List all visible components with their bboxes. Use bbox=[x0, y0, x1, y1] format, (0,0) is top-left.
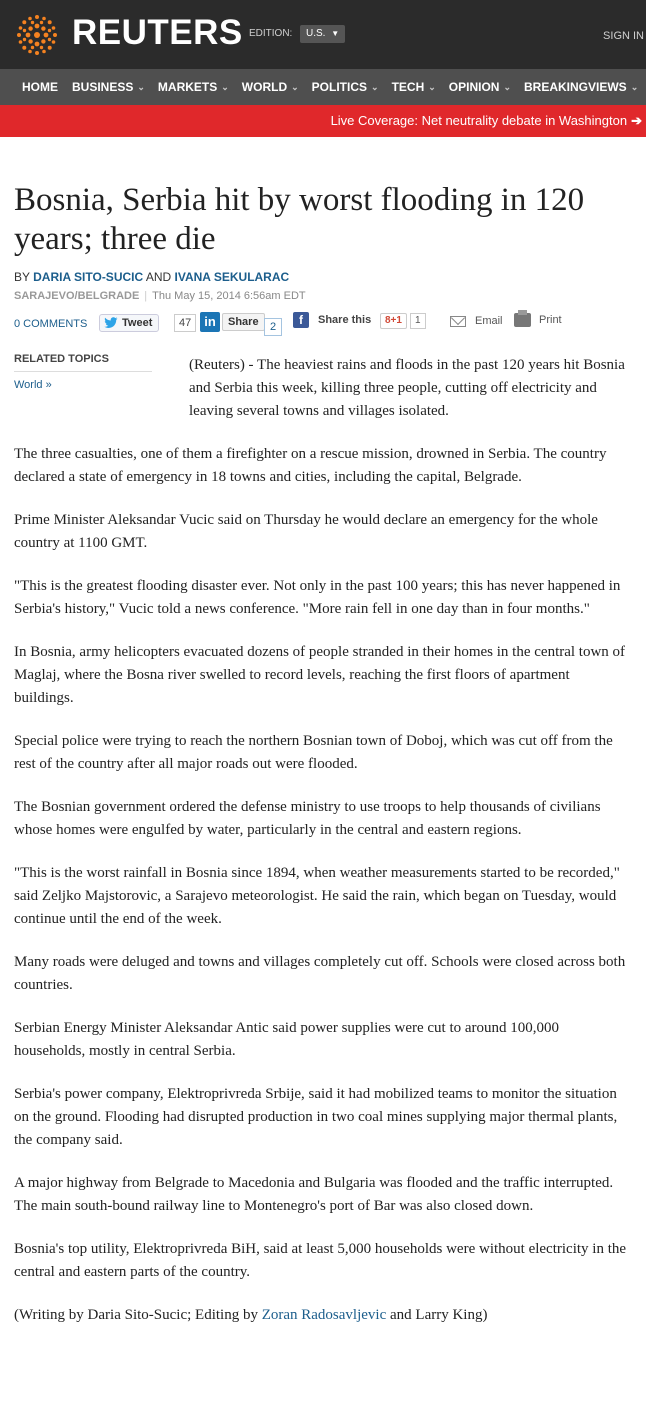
chevron-down-icon: ▼ bbox=[331, 29, 340, 38]
nav-item-politics[interactable] bbox=[312, 80, 379, 94]
print-label: Print bbox=[539, 314, 562, 326]
brand-wordmark[interactable]: REUTERS bbox=[72, 13, 243, 52]
arrow-right-icon: ➔ bbox=[631, 113, 642, 128]
chevron-down-icon: ⌄ bbox=[291, 81, 299, 92]
article-paragraph: The Bosnian government ordered the defense ministry to use troops to help thousands of civilians whose homes were engulfed by water, particularly in the central and eastern regions. bbox=[14, 799, 601, 838]
email-button[interactable] bbox=[450, 315, 503, 327]
google-plus-count: 1 bbox=[410, 313, 426, 329]
article-paragraph: Serbia's power company, Elektroprivreda Srbije, said it had mobilized teams to monitor the situation on the ground. Flooding had disrupted production in two coal mines supplying major thermal plants, the company said. bbox=[14, 1086, 618, 1148]
article-paragraph: "This is the greatest flooding disaster ever. Not only in the past 100 years; this has never happened in Serbia's history," Vucic told a news conference. "More rain fell in one day than in four months." bbox=[14, 578, 621, 617]
envelope-icon bbox=[450, 316, 466, 327]
nav-item-tech[interactable] bbox=[392, 80, 436, 94]
tweet-label: Tweet bbox=[122, 317, 153, 329]
chevron-down-icon: ⌄ bbox=[371, 81, 379, 92]
author-link[interactable]: DARIA SITO-SUCIC bbox=[33, 270, 144, 284]
share-toolbar bbox=[14, 312, 634, 336]
live-coverage-text: Live Coverage: Net neutrality debate in Washington bbox=[330, 113, 628, 128]
tweet-button[interactable] bbox=[99, 314, 159, 332]
editor-link[interactable]: Zoran Radosavljevic bbox=[261, 1307, 387, 1323]
edition-value: U.S. bbox=[306, 28, 326, 39]
byline-and: AND bbox=[145, 270, 172, 284]
nav-label: BUSINESS bbox=[72, 80, 134, 94]
chevron-down-icon: ⌄ bbox=[503, 81, 511, 92]
related-topics-title: RELATED TOPICS bbox=[14, 353, 152, 372]
chevron-down-icon: ⌄ bbox=[630, 81, 639, 92]
linkedin-share-label: Share bbox=[222, 313, 265, 331]
chevron-down-icon: ⌄ bbox=[428, 81, 436, 92]
credit-suffix: and Larry King) bbox=[390, 1307, 488, 1323]
related-topic-link[interactable]: World » bbox=[14, 379, 52, 391]
article-paragraph: In Bosnia, army helicopters evacuated dozens of people stranded in their homes in the central town of Maglaj, where the Bosna river swelled to record levels, reaching the first floors of apartment buildings. bbox=[14, 644, 626, 706]
reuters-logo-icon[interactable] bbox=[13, 11, 61, 59]
nav-item-breakingviews[interactable] bbox=[524, 80, 638, 94]
main-nav bbox=[0, 69, 646, 105]
nav-label: MARKETS bbox=[157, 80, 218, 94]
article-headline: Bosnia, Serbia hit by worst flooding in 120 years; three die bbox=[14, 182, 585, 257]
related-topics bbox=[14, 353, 152, 391]
twitter-bird-icon bbox=[104, 317, 118, 329]
article-paragraph: A major highway from Belgrade to Macedonia and Bulgaria was flooded and the traffic interrupted. The main south-bound railway line to Montenegro's port of Bar was also closed down. bbox=[14, 1175, 614, 1214]
article-paragraph: Serbian Energy Minister Aleksandar Antic said power supplies were cut to around 100,000 households, mostly in central Serbia. bbox=[14, 1020, 560, 1059]
live-coverage-banner[interactable] bbox=[0, 105, 646, 137]
article-paragraph: "This is the worst rainfall in Bosnia since 1894, when weather measurements started to be recorded," said Zeljko Majstorovic, a Sarajevo meteorologist. He said the rain, which began on Tuesday, would continue until the end of the week. bbox=[14, 865, 620, 927]
nav-item-markets[interactable] bbox=[158, 80, 229, 94]
divider: | bbox=[144, 290, 148, 302]
comments-link[interactable]: 0 COMMENTS bbox=[14, 318, 88, 330]
edition-select[interactable] bbox=[300, 25, 345, 43]
nav-label: TECH bbox=[391, 80, 425, 94]
article-paragraph: Special police were trying to reach the northern Bosnian town of Doboj, which was cut off from the rest of the country after all major roads out were flooded. bbox=[14, 733, 613, 772]
nav-item-world[interactable] bbox=[242, 80, 299, 94]
article-paragraph: Prime Minister Aleksandar Vucic said on Thursday he would declare an emergency for the whole country at 1100 GMT. bbox=[14, 512, 598, 551]
article-body bbox=[14, 443, 630, 1347]
nav-label: OPINION bbox=[448, 80, 500, 94]
nav-item-business[interactable] bbox=[72, 80, 145, 94]
masthead bbox=[0, 0, 646, 69]
article-paragraph: Many roads were deluged and towns and villages completely cut off. Schools were closed across both countries. bbox=[14, 954, 626, 993]
dateline bbox=[14, 290, 306, 302]
facebook-icon: f bbox=[293, 312, 309, 328]
article-credit bbox=[14, 1304, 630, 1327]
linkedin-icon: in bbox=[200, 312, 220, 332]
dateline-location: SARAJEVO/BELGRADE bbox=[14, 290, 140, 302]
google-plus-button[interactable]: 8+1 bbox=[380, 313, 407, 329]
email-label: Email bbox=[475, 315, 503, 327]
byline bbox=[14, 270, 289, 284]
nav-label: HOME bbox=[22, 80, 58, 94]
edition-label: EDITION: bbox=[249, 28, 293, 39]
linkedin-share-button[interactable] bbox=[200, 312, 265, 332]
nav-label: WORLD bbox=[241, 80, 288, 94]
printer-icon bbox=[514, 313, 531, 327]
article-paragraph: The three casualties, one of them a firefighter on a rescue mission, drowned in Serbia. The country declared a state of emergency in 18 towns and cities, including the capital, Belgrade. bbox=[14, 446, 607, 485]
print-button[interactable] bbox=[514, 313, 562, 327]
nav-label: POLITICS bbox=[311, 80, 368, 94]
nav-item-home[interactable] bbox=[22, 80, 58, 94]
tweet-count: 47 bbox=[174, 314, 196, 332]
chevron-down-icon: ⌄ bbox=[221, 81, 229, 92]
credit-prefix: (Writing by Daria Sito-Sucic; Editing by bbox=[14, 1307, 258, 1323]
article-lead: (Reuters) - The heaviest rains and floods in the past 120 years hit Bosnia and Serbia this week, killing three people, cutting off electricity and leaving several towns and villages isolated. bbox=[189, 357, 625, 419]
dateline-timestamp: Thu May 15, 2014 6:56am EDT bbox=[152, 290, 306, 302]
sign-in-link[interactable]: SIGN IN bbox=[603, 30, 644, 42]
article-paragraph: Bosnia's top utility, Elektroprivreda BiH, said at least 5,000 households were without electricity in the central and eastern parts of the country. bbox=[14, 1241, 627, 1280]
facebook-share-label: Share this bbox=[318, 314, 372, 326]
author-link[interactable]: IVANA SEKULARAC bbox=[174, 270, 290, 284]
facebook-share-button[interactable] bbox=[293, 312, 371, 328]
byline-by: BY bbox=[14, 270, 30, 284]
chevron-down-icon: ⌄ bbox=[137, 81, 145, 92]
nav-item-opinion[interactable] bbox=[449, 80, 511, 94]
linkedin-count: 2 bbox=[264, 318, 282, 336]
nav-label: BREAKINGVIEWS bbox=[524, 80, 627, 94]
